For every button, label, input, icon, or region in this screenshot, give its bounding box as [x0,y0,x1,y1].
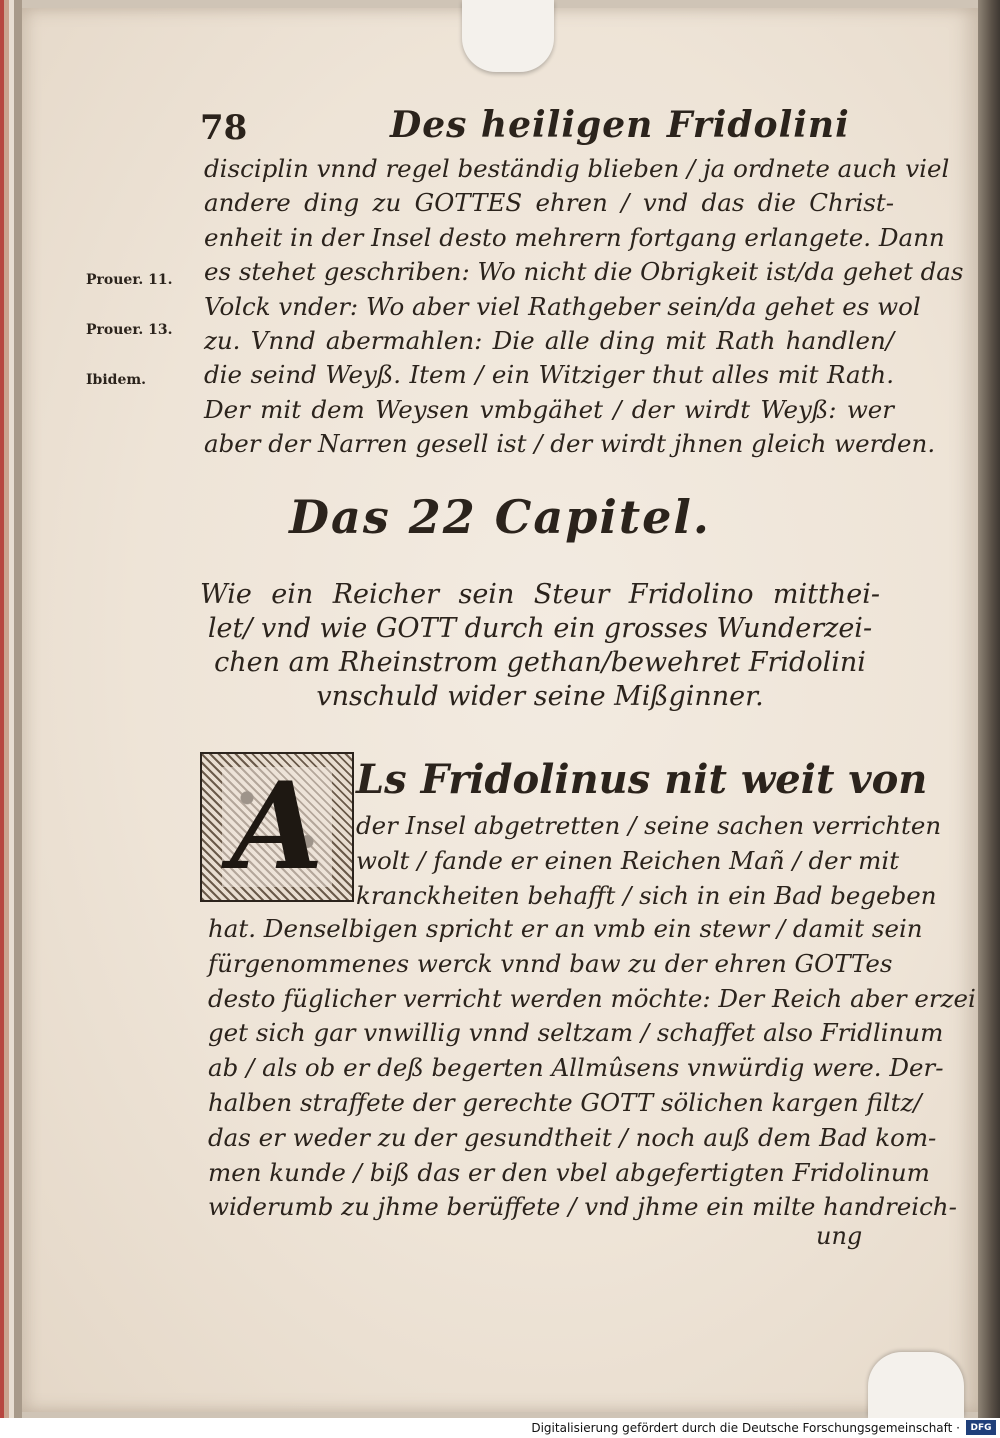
text-line: Der mit dem Weysen vmbgähet / der wirdt Weyß: wer [204,394,894,424]
margin-note: Prouer. 13. [86,322,173,338]
text-line: hat. Denselbigen spricht er an vmb ein stewr / damit sein [208,914,923,943]
running-title: Des heiligen Fridolini [390,104,850,146]
text-line: kranckheiten behafft / sich in ein Bad begeben [356,881,937,910]
text-line: fürgenommenes werck vnnd baw zu der ehren GOTTes [208,948,893,978]
text-line: die seind Weyß. Item / ein Witziger thut alles mit Rath. [204,360,894,390]
decorated-initial [200,752,354,902]
footer-bar [0,1418,1000,1438]
text-line: wolt / fande er einen Reichen Mañ / der mit [356,846,900,875]
page-header [200,104,900,152]
text-line: get sich gar vnwillig vnnd seltzam / schaffet also Fridlinum [208,1018,944,1048]
text-line: desto füglicher verricht werden möchte: Der Reich aber erzei [208,983,976,1013]
chapter-title: Das 22 Capitel. [289,490,711,544]
text-line: das er weder zu der gesundtheit / noch auß dem Bad kom- [208,1122,937,1152]
summary-line: chen am Rheinstrom gethan/bewehret Fridolini [214,647,866,678]
text-line: disciplin vnnd regel beständig blieben / ja ordnete auch viel [204,154,950,183]
text-line: der Insel abgetretten / seine sachen verrichten [356,811,942,840]
chapter-summary [200,578,880,714]
page-clip-top [462,0,554,72]
text-line: halben straffete der gerechte GOTT sölichen kargen filtz/ [208,1087,922,1117]
paragraph-main [208,912,976,1225]
margin-note: Ibidem. [86,372,147,388]
summary-line: let/ vnd wie GOTT durch ein grosses Wunderzei- [207,613,873,644]
text-line: andere ding zu GOTTES ehren / vnd das die Christ- [204,188,894,218]
text-line: ab / als ob er deß begerten Allmûsens vnwürdig were. Der- [208,1053,944,1083]
margin-note: Prouer. 11. [86,272,173,288]
summary-line: Wie ein Reicher sein Steur Fridolino mitthei- [200,579,880,610]
footer-credit: Digitalisierung gefördert durch die Deutsche Forschungsgemeinschaft · [531,1421,960,1435]
lead-line: Ls Fridolinus nit weit von [356,756,928,803]
summary-line: vnschuld wider seine Mißginner. [316,681,764,712]
text-line: widerumb zu jhme berüffete / vnd jhme ein milte handreich- [208,1192,957,1222]
page-number: 78 [200,108,248,148]
catchword: ung [816,1222,863,1250]
body-text-top [204,152,964,462]
text-line: Volck vnder: Wo aber viel Rathgeber sein/da gehet es wol [204,291,921,321]
book-edge-left [0,0,22,1418]
text-line: es stehet geschriben: Wo nicht die Obrigkeit ist/da gehet das [204,257,964,287]
text-line: men kunde / biß das er den vbel abgefertigten Fridolinum [208,1157,930,1187]
page-clip-bottom [868,1352,964,1418]
paragraph-beside-initial [356,808,942,913]
dfg-logo[interactable]: DFG [966,1420,996,1435]
text-line: aber der Narren gesell ist / der wirdt jhnen gleich werden. [204,429,936,459]
book-edge-right [978,0,1000,1418]
text-line: enheit in der Insel desto mehrern fortgang erlangete. Dann [204,222,945,252]
initial-letter: A [222,767,331,887]
text-line: zu. Vnnd abermahlen: Die alle ding mit Rath handlen/ [204,326,894,356]
